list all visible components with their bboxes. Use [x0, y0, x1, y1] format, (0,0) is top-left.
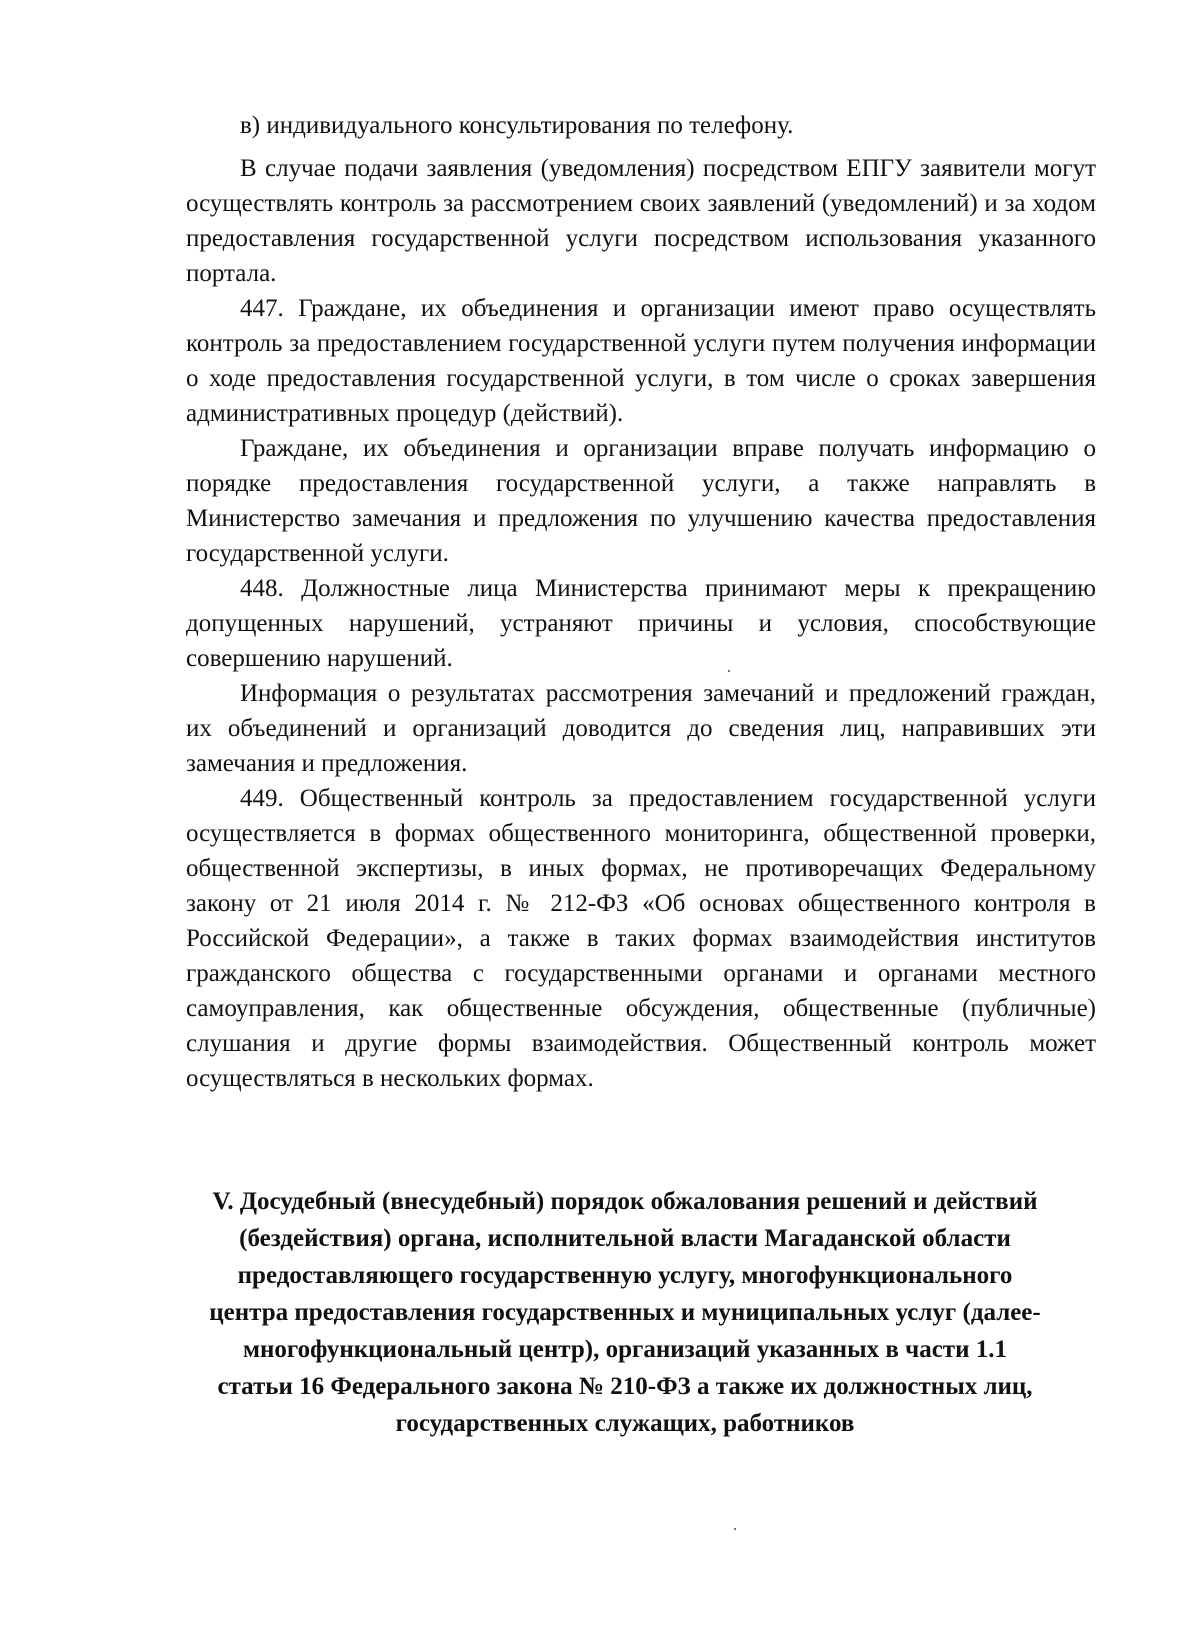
scan-speck	[728, 670, 730, 672]
paragraph-phone-consulting: в) индивидуального консультирования по телефону.	[240, 112, 794, 139]
section-heading-line: многофункциональный центр), организаций указанных в части 1.1	[243, 1336, 1007, 1363]
paragraph-epgu-control: В случае подачи заявления (уведомления) посредством ЕПГУ заявители могут осуществлять контроль за рассмотрением своих заявлений (уведомлений) и за ходом предоставления государственной услуги посредством использования указанного портала.	[186, 155, 1096, 287]
section-heading-line: предоставляющего государственную услугу, многофункционального	[237, 1262, 1013, 1289]
section-heading-line: V. Досудебный (внесудебный) порядок обжалования решений и действий	[212, 1188, 1038, 1215]
paragraph-447: 447. Граждане, их объединения и организации имеют право осуществлять контроль за предоставлением государственной услуги путем получения информации о ходе предоставления государственной услуги, в том числе о сроках завершения административных процедур (действий).	[186, 295, 1096, 427]
paragraph-citizens-information: Граждане, их объединения и организации вправе получать информацию о порядке предоставления государственной услуги, а также направлять в Министерство замечания и предложения по улучшению качества предоставления государственной услуги.	[186, 435, 1096, 567]
body-text	[186, 108, 1096, 1096]
section-heading-line: (бездействия) органа, исполнительной власти Магаданской области	[239, 1225, 1011, 1252]
section-heading	[150, 1183, 1100, 1442]
section-heading-line: статьи 16 Федерального закона № 210-ФЗ а также их должностных лиц,	[217, 1373, 1033, 1400]
scan-speck	[734, 1528, 736, 1530]
paragraph-448: 448. Должностные лица Министерства принимают меры к прекращению допущенных нарушений, устраняют причины и условия, способствующие совершению нарушений.	[186, 575, 1096, 672]
paragraph-449: 449. Общественный контроль за предоставлением государственной услуги осуществляется в формах общественного мониторинга, общественной проверки, общественной экспертизы, в иных формах, не противоречащих Федеральному закону от 21 июля 2014 г. № 212-ФЗ «Об основах общественного контроля в Российской Федерации», а также в таких формах взаимодействия институтов гражданского общества с государственными органами и органами местного самоуправления, как общественные обсуждения, общественные (публичные) слушания и другие формы взаимодействия. Общественный контроль может осуществляться в нескольких формах.	[186, 785, 1096, 1092]
section-heading-line: центра предоставления государственных и муниципальных услуг (далее-	[209, 1299, 1041, 1326]
paragraph-review-results: Информация о результатах рассмотрения замечаний и предложений граждан, их объединений и организаций доводится до сведения лиц, направивших эти замечания и предложения.	[186, 680, 1096, 777]
section-heading-line: государственных служащих, работников	[395, 1410, 855, 1437]
